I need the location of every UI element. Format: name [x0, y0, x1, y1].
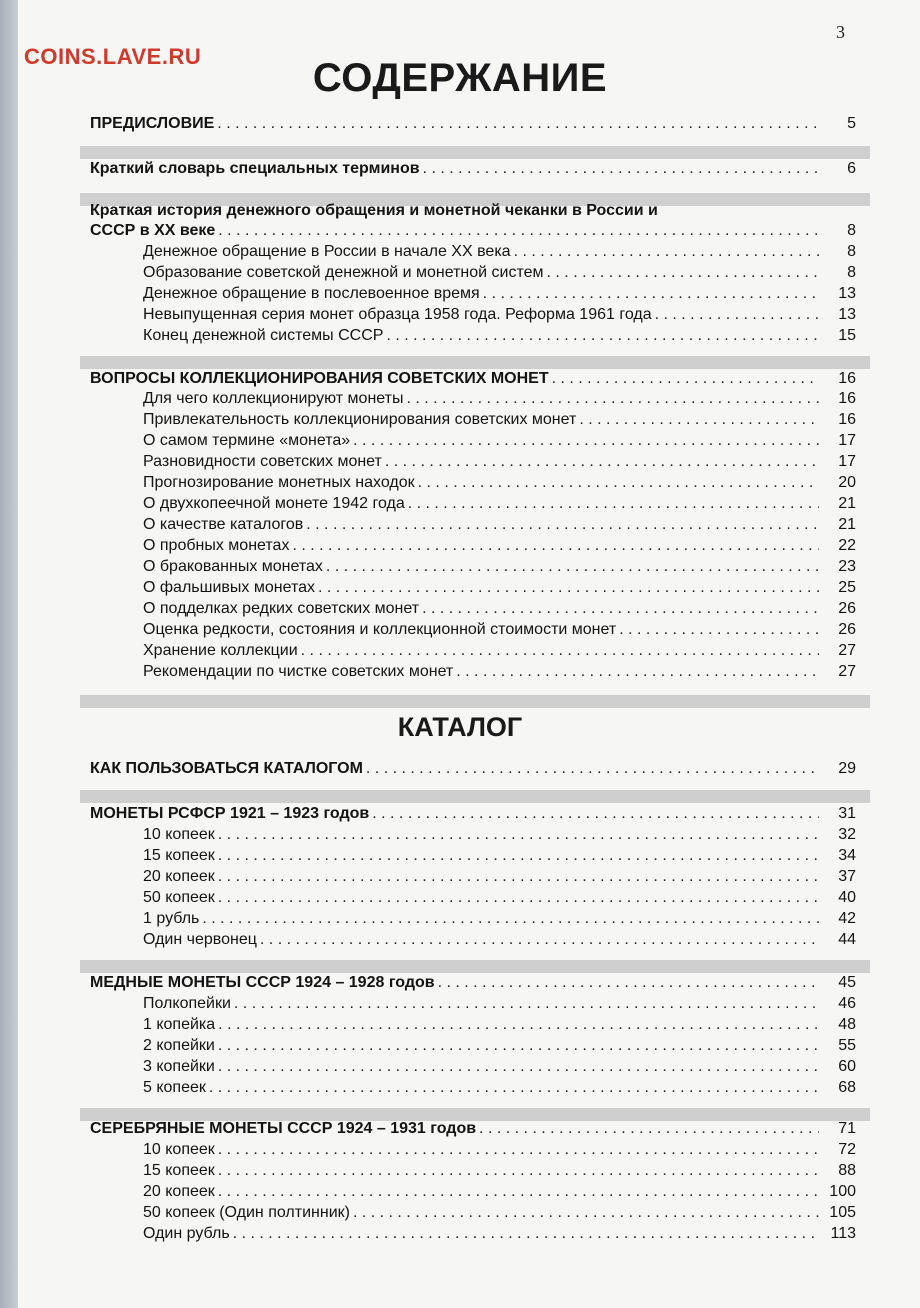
- toc-section-entry: [90, 368, 856, 389]
- toc-page-number: 32: [838, 826, 856, 843]
- toc-leader-dots: [353, 1202, 819, 1223]
- toc-entry: [143, 535, 856, 556]
- toc-page-number: 71: [838, 1120, 856, 1137]
- toc-entry-title: КАК ПОЛЬЗОВАТЬСЯ КАТАЛОГОМ: [90, 760, 363, 777]
- toc-page-number: 34: [838, 847, 856, 864]
- toc-leader-dots: [483, 283, 819, 304]
- toc-leader-dots: [218, 824, 819, 845]
- toc-section-entry: [90, 200, 856, 221]
- toc-entry-title: Полкопейки: [143, 995, 231, 1012]
- toc-entry-title: Краткая история денежного обращения и монетной чеканки в России и: [90, 202, 658, 219]
- toc-entry-title: Хранение коллекции: [143, 642, 298, 659]
- toc-page-number: 42: [838, 910, 856, 927]
- toc-page-number: 15: [838, 327, 856, 344]
- toc-entry-title: О фальшивых монетах: [143, 579, 315, 596]
- toc-page-number: 5: [847, 115, 856, 132]
- toc-leader-dots: [218, 1139, 819, 1160]
- toc-page-number: 26: [838, 600, 856, 617]
- toc-leader-dots: [353, 430, 819, 451]
- toc-entry: [143, 824, 856, 845]
- toc-leader-dots: [456, 661, 819, 682]
- toc-leader-dots: [260, 929, 819, 950]
- toc-entry-title: О пробных монетах: [143, 537, 290, 554]
- toc-entry-title: Невыпущенная серия монет образца 1958 года. Реформа 1961 года: [143, 306, 652, 323]
- toc-entry: [143, 993, 856, 1014]
- toc-leader-dots: [218, 887, 819, 908]
- toc-entry-title: МЕДНЫЕ МОНЕТЫ СССР 1924 – 1928 годов: [90, 974, 435, 991]
- toc-section-entry: [90, 803, 856, 824]
- toc-entry: [143, 430, 856, 451]
- toc-entry-title: Денежное обращение в России в начале XX века: [143, 243, 511, 260]
- toc-entry: [143, 640, 856, 661]
- toc-page-number: 22: [838, 537, 856, 554]
- toc-entry: [143, 887, 856, 908]
- toc-entry: [143, 1223, 856, 1244]
- toc-leader-dots: [372, 803, 819, 824]
- toc-leader-dots: [418, 472, 819, 493]
- section-divider: [80, 790, 870, 803]
- toc-entry: [143, 241, 856, 262]
- toc-entry: [143, 598, 856, 619]
- toc-leader-dots: [218, 866, 819, 887]
- toc-leader-dots: [306, 514, 819, 535]
- toc-leader-dots: [408, 493, 819, 514]
- toc-page-number: 68: [838, 1079, 856, 1096]
- toc-entry-title: Прогнозирование монетных находок: [143, 474, 415, 491]
- toc-page-number: 55: [838, 1037, 856, 1054]
- toc-entry: [143, 472, 856, 493]
- toc-entry-title: О подделках редких советских монет: [143, 600, 420, 617]
- toc-entry: [143, 556, 856, 577]
- toc-page-number: 17: [838, 453, 856, 470]
- toc-leader-dots: [218, 1014, 819, 1035]
- toc-entry-title: СЕРЕБРЯНЫЕ МОНЕТЫ СССР 1924 – 1931 годов: [90, 1120, 477, 1137]
- toc-page-number: 44: [838, 931, 856, 948]
- toc-leader-dots: [422, 598, 819, 619]
- toc-page-number: 37: [838, 868, 856, 885]
- toc-entry-title: 50 копеек: [143, 889, 215, 906]
- toc-section-entry: [90, 220, 856, 241]
- toc-page-number: 29: [838, 760, 856, 777]
- toc-entry-title: О двухкопеечной монете 1942 года: [143, 495, 405, 512]
- toc-page-number: 45: [838, 974, 856, 991]
- toc-leader-dots: [385, 451, 819, 472]
- toc-entry-title: 15 копеек: [143, 847, 215, 864]
- book-spine-shadow: [0, 0, 18, 1308]
- toc-entry-title: О бракованных монетах: [143, 558, 323, 575]
- toc-page-number: 17: [838, 432, 856, 449]
- toc-entry: [143, 325, 856, 346]
- toc-entry-title: 10 копеек: [143, 826, 215, 843]
- toc-page-number: 13: [838, 285, 856, 302]
- toc-entry-title: Денежное обращение в послевоенное время: [143, 285, 480, 302]
- toc-leader-dots: [406, 388, 819, 409]
- toc-entry-title: О качестве каталогов: [143, 516, 304, 533]
- toc-leader-dots: [218, 845, 819, 866]
- toc-entry: [143, 283, 856, 304]
- toc-entry: [143, 451, 856, 472]
- toc-leader-dots: [218, 1160, 819, 1181]
- toc-entry-title: Один рубль: [143, 1225, 230, 1242]
- toc-leader-dots: [326, 556, 819, 577]
- toc-entry-title: 3 копейки: [143, 1058, 215, 1075]
- toc-entry-title: СССР в XX веке: [90, 222, 216, 239]
- toc-leader-dots: [318, 577, 819, 598]
- toc-entry-title: Разновидности советских монет: [143, 453, 382, 470]
- toc-entry: [143, 493, 856, 514]
- toc-page-number: 60: [838, 1058, 856, 1075]
- toc-entry: [143, 619, 856, 640]
- toc-page-number: 46: [838, 995, 856, 1012]
- toc-entry: [143, 262, 856, 283]
- toc-leader-dots: [619, 619, 819, 640]
- toc-entry: [143, 304, 856, 325]
- toc-entry: [143, 1181, 856, 1202]
- toc-entry-title: Образование советской денежной и монетной систем: [143, 264, 544, 281]
- toc-entry: [143, 1202, 856, 1223]
- toc-leader-dots: [514, 241, 819, 262]
- toc-section-entry: [90, 758, 856, 779]
- toc-leader-dots: [292, 535, 819, 556]
- toc-entry-title: 1 копейка: [143, 1016, 216, 1033]
- toc-entry-title: ВОПРОСЫ КОЛЛЕКЦИОНИРОВАНИЯ СОВЕТСКИХ МОНЕТ: [90, 370, 549, 387]
- toc-page-number: 20: [838, 474, 856, 491]
- toc-leader-dots: [233, 1223, 819, 1244]
- toc-page-number: 6: [847, 160, 856, 177]
- toc-page-number: 16: [838, 411, 856, 428]
- toc-leader-dots: [655, 304, 819, 325]
- toc-leader-dots: [218, 1056, 819, 1077]
- toc-leader-dots: [218, 1035, 819, 1056]
- toc-leader-dots: [386, 325, 819, 346]
- toc-page-number: 88: [838, 1162, 856, 1179]
- toc-section-entry: [90, 158, 856, 179]
- toc-entry-title: 10 копеек: [143, 1141, 215, 1158]
- toc-leader-dots: [479, 1118, 819, 1139]
- toc-entry: [143, 409, 856, 430]
- section-divider: [80, 695, 870, 708]
- toc-entry: [143, 866, 856, 887]
- page-title: СОДЕРЖАНИЕ: [312, 56, 608, 100]
- toc-page-number: 105: [829, 1204, 856, 1221]
- toc-page-number: 8: [847, 222, 856, 239]
- toc-leader-dots: [218, 220, 819, 241]
- toc-entry-title: 1 рубль: [143, 910, 200, 927]
- toc-page-number: 100: [829, 1183, 856, 1200]
- toc-entry-title: ПРЕДИСЛОВИЕ: [90, 115, 215, 132]
- toc-entry: [143, 1139, 856, 1160]
- toc-page-number: 21: [838, 516, 856, 533]
- toc-entry-title: Для чего коллекционируют монеты: [143, 390, 404, 407]
- toc-entry: [143, 661, 856, 682]
- toc-entry-title: 20 копеек: [143, 1183, 215, 1200]
- watermark: COINS.LAVE.RU: [24, 44, 202, 69]
- toc-entry-title: Краткий словарь специальных терминов: [90, 160, 420, 177]
- toc-page-number: 27: [838, 663, 856, 680]
- toc-leader-dots: [423, 158, 819, 179]
- toc-entry: [143, 1056, 856, 1077]
- toc-page-number: 25: [838, 579, 856, 596]
- toc-entry: [143, 908, 856, 929]
- toc-page-number: 40: [838, 889, 856, 906]
- toc-entry-title: 15 копеек: [143, 1162, 215, 1179]
- toc-leader-dots: [209, 1077, 819, 1098]
- toc-section-entry: [90, 972, 856, 993]
- toc-entry-title: Оценка редкости, состояния и коллекционной стоимости монет: [143, 621, 617, 638]
- toc-entry-title: 50 копеек (Один полтинник): [143, 1204, 350, 1221]
- toc-entry: [143, 1014, 856, 1035]
- toc-leader-dots: [438, 972, 819, 993]
- toc-section-entry: [90, 1118, 856, 1139]
- toc-page-number: 48: [838, 1016, 856, 1033]
- toc-page-number: 31: [838, 805, 856, 822]
- toc-entry: [143, 514, 856, 535]
- toc-leader-dots: [552, 368, 819, 389]
- toc-page-number: 8: [847, 243, 856, 260]
- toc-page-number: 16: [838, 370, 856, 387]
- toc-page-number: 8: [847, 264, 856, 281]
- toc-entry-title: Рекомендации по чистке советских монет: [143, 663, 454, 680]
- page-number: 3: [836, 22, 845, 42]
- toc-leader-dots: [547, 262, 819, 283]
- toc-page-number: 21: [838, 495, 856, 512]
- toc-entry: [143, 577, 856, 598]
- toc-leader-dots: [234, 993, 819, 1014]
- toc-entry: [143, 845, 856, 866]
- toc-page-number: 23: [838, 558, 856, 575]
- toc-entry-title: Конец денежной системы СССР: [143, 327, 384, 344]
- toc-entry-title: МОНЕТЫ РСФСР 1921 – 1923 годов: [90, 805, 370, 822]
- toc-entry: [143, 1160, 856, 1181]
- toc-leader-dots: [202, 908, 819, 929]
- toc-page-number: 72: [838, 1141, 856, 1158]
- toc-entry-title: Один червонец: [143, 931, 257, 948]
- toc-entry: [143, 1077, 856, 1098]
- toc-leader-dots: [217, 113, 819, 134]
- toc-entry: [143, 388, 856, 409]
- toc-entry-title: 2 копейки: [143, 1037, 215, 1054]
- toc-page-number: 26: [838, 621, 856, 638]
- catalog-section-title: КАТАЛОГ: [397, 712, 523, 742]
- toc-leader-dots: [218, 1181, 819, 1202]
- toc-section-entry: [90, 113, 856, 134]
- toc-entry-title: 20 копеек: [143, 868, 215, 885]
- toc-page-number: 16: [838, 390, 856, 407]
- toc-leader-dots: [301, 640, 819, 661]
- toc-page-number: 27: [838, 642, 856, 659]
- toc-entry: [143, 1035, 856, 1056]
- toc-leader-dots: [579, 409, 819, 430]
- toc-entry-title: Привлекательность коллекционирования советских монет: [143, 411, 577, 428]
- toc-entry-title: 5 копеек: [143, 1079, 206, 1096]
- toc-page-number: 113: [830, 1225, 856, 1242]
- toc-leader-dots: [366, 758, 819, 779]
- toc-entry: [143, 929, 856, 950]
- toc-entry-title: О самом термине «монета»: [143, 432, 351, 449]
- toc-page-number: 13: [838, 306, 856, 323]
